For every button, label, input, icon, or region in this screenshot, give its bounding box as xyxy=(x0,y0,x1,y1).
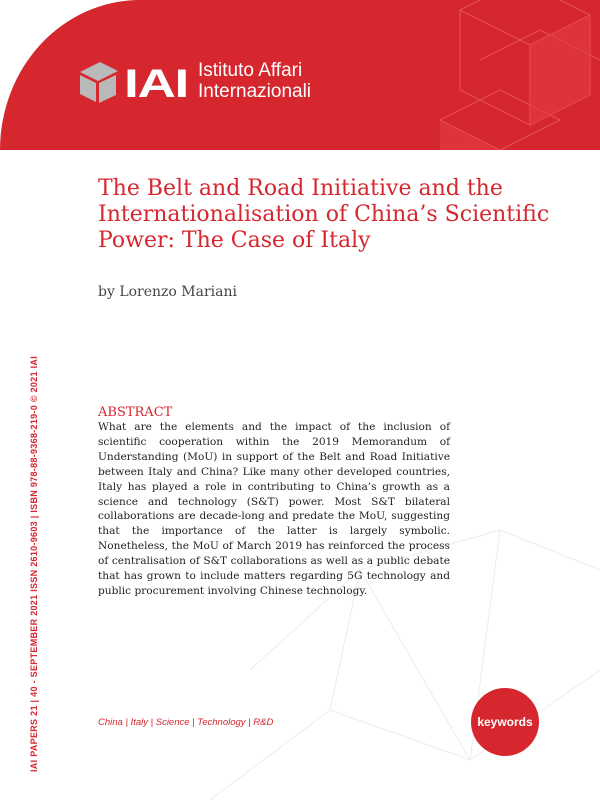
keywords-badge: keywords xyxy=(471,688,539,756)
institute-name xyxy=(198,60,311,102)
institute-name-line2: Internazionali xyxy=(198,81,312,102)
institute-name-line1: Istituto Affari xyxy=(198,60,303,81)
iai-logo[interactable] xyxy=(78,58,311,104)
paper-title: The Belt and Road Initiative and the Internationalisation of China’s Scientific Power: The Case of Italy xyxy=(98,176,550,253)
cube-logo-icon xyxy=(78,58,190,104)
cube-pattern-decoration xyxy=(420,0,600,150)
keywords-list: China | Italy | Science | Technology | R&D xyxy=(98,717,274,728)
abstract-text: What are the elements and the impact of the inclusion of scientific cooperation within the 2019 Memorandum of Understanding (MoU) in support of the Belt and Road Initiative between Italy and China? Like many other developed countries, Italy has played a role in contributing to China’s growth as a science and technology (S&T) power. Most S&T bilateral collaborations are decade-long and predate the MoU, suggesting that the importance of the latter is largely symbolic. Nonetheless, the MoU of March 2019 has reinforced the process of centralisation of S&T collaborations as well as a public debate that has grown to include matters regarding 5G technology and public procurement involving Chinese technology. xyxy=(98,421,450,597)
author-line: by Lorenzo Mariani xyxy=(98,284,237,300)
iai-logo-mark: IAI xyxy=(124,62,188,104)
series-issn-vertical-text: IAI PAPERS 21 | 40 - SEPTEMBER 2021 ISSN 2610-9603 | ISBN 978-88-9368-219-0 © 2021 IAI xyxy=(29,356,39,772)
abstract-heading: ABSTRACT xyxy=(98,405,173,420)
header-banner xyxy=(0,0,600,150)
